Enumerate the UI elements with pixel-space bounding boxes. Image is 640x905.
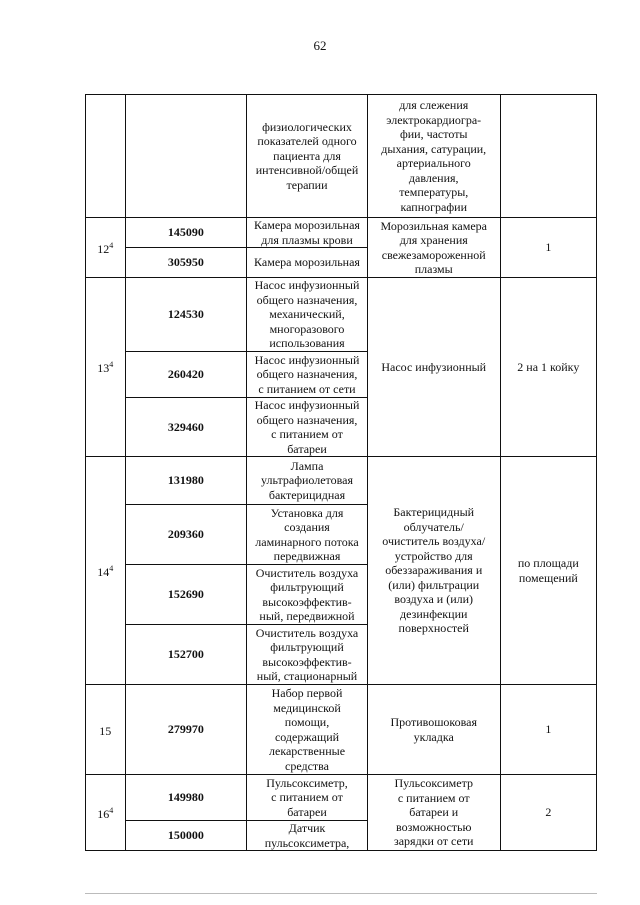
name-cell: Установка для создания ламинарного потока передвижная [247,505,368,565]
name-cell: Набор первой медицинской помощи, содержащий лекарственные средства [247,685,368,775]
code-cell: 305950 [125,248,247,278]
name-cell: Камера морозильная [247,248,368,278]
item-number-cell: $13^4$ [86,278,126,457]
code-cell [125,95,247,218]
qty-cell: 1 [500,685,596,775]
code-cell: 329460 [125,398,247,457]
name-cell: Камера морозильная для плазмы крови [247,218,368,248]
name-cell: Датчик пульсоксиметра, [247,821,368,851]
qty-cell: 1 [500,218,596,278]
name-cell: Очиститель воздуха фильтрующий высокоэффектив- ный, стационарный [247,625,368,685]
code-cell: 149980 [125,775,247,821]
name-cell: Насос инфузионный общего назначения, механический, многоразового использования [247,278,368,352]
item-number-cell: 15 [86,685,126,775]
page-bottom-rule [85,893,597,894]
code-cell: 150000 [125,821,247,851]
code-cell: 260420 [125,352,247,398]
code-cell: 152690 [125,565,247,625]
name-cell: Пульсоксиметр, с питанием от батареи [247,775,368,821]
name-cell: Лампа ультрафиолетовая бактерицидная [247,457,368,505]
item-number-cell: $14^4$ [86,457,126,685]
qty-cell: 2 [500,775,596,851]
name-cell: Насос инфузионный общего назначения, с питанием от батареи [247,398,368,457]
item-number-cell [86,95,126,218]
table-row [86,95,597,218]
group-cell: Пульсоксиметр с питанием от батареи и возможностью зарядки от сети [367,775,500,851]
group-cell: для слежения электрокардиогра- фии, частоты дыхания, сатурации, артериального давления, температуры, капнографии [367,95,500,218]
name-cell: Очиститель воздуха фильтрующий высокоэффектив- ный, передвижной [247,565,368,625]
name-cell: физиологических показателей одного пациента для интенсивной/общей терапии [247,95,368,218]
group-cell: Насос инфузионный [367,278,500,457]
group-cell: Противошоковая укладка [367,685,500,775]
equipment-table [85,94,597,851]
page-number: 62 [313,38,327,53]
group-cell: Морозильная камера для хранения свежезамороженной плазмы [367,218,500,278]
name-cell: Насос инфузионный общего назначения, с питанием от сети [247,352,368,398]
table-row [86,278,597,352]
table-row [86,218,597,248]
code-cell: 124530 [125,278,247,352]
table-row [86,775,597,821]
item-number-cell: $16^4$ [86,775,126,851]
qty-cell: 2 на 1 койку [500,278,596,457]
code-cell: 209360 [125,505,247,565]
table-row [86,685,597,775]
qty-cell: по площади помещений [500,457,596,685]
code-cell: 279970 [125,685,247,775]
code-cell: 145090 [125,218,247,248]
item-number-cell: $12^4$ [86,218,126,278]
code-cell: 131980 [125,457,247,505]
group-cell: Бактерицидный облучатель/ очиститель воздуха/ устройство для обеззараживания и (или) фильтрации воздуха и (или) дезинфекции поверхностей [367,457,500,685]
code-cell: 152700 [125,625,247,685]
qty-cell [500,95,596,218]
table-row [86,457,597,505]
